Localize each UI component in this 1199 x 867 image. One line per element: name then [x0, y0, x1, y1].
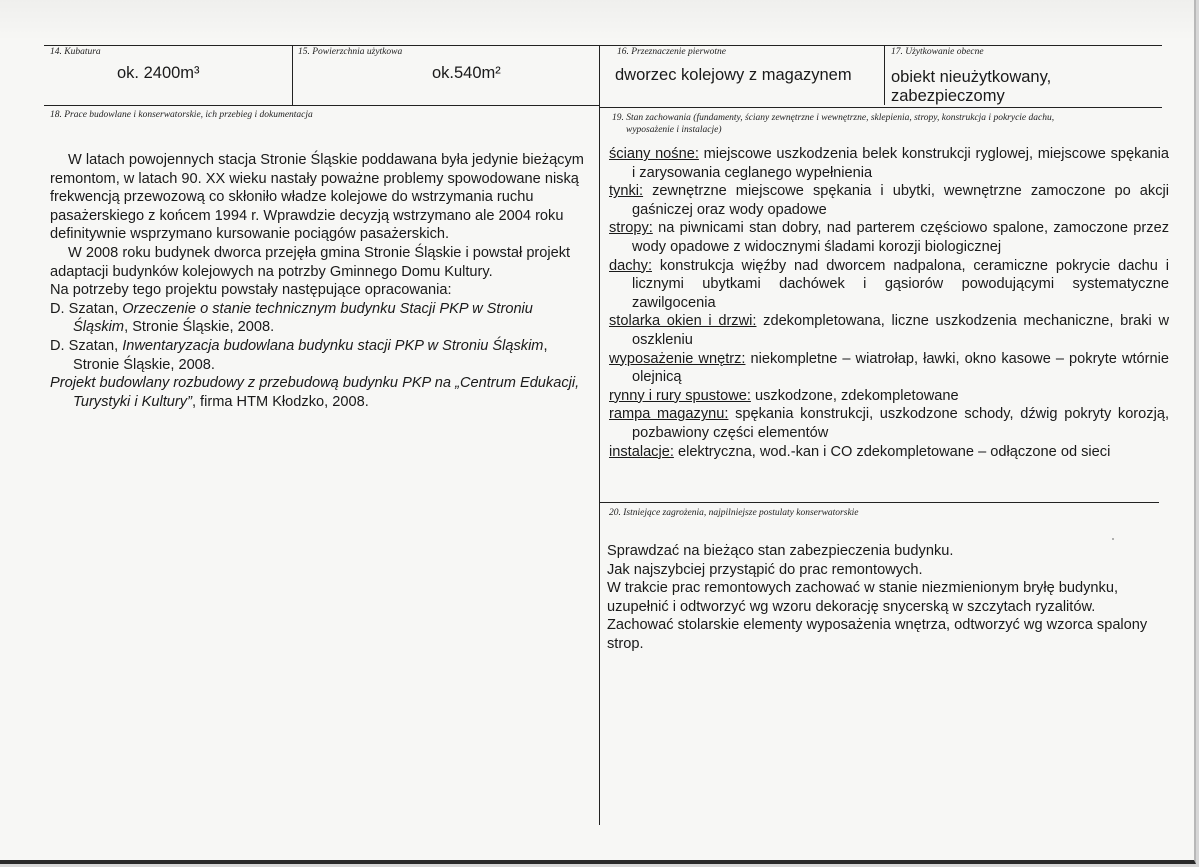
history-paragraph-1: W latach powojennych stacja Stronie Śląskie poddawana była jedynie bieżącym remontom, w latach 90. XX wieku nastały poważne problemy spowodowane niską frekwencją przewozową co skłoniło władze kolejowe do wstrzymania ruchu pasażerskiego z końcem 1994 r. Wprawdzie decyzją wstrzymano ale 2004 roku definitywnie wsprzymano kursowanie pociągów pasażerskich.	[50, 152, 584, 243]
condition-item-installations: instalacje: elektryczna, wod.-kan i CO zdekompletowane – odłączone od sieci	[609, 443, 1111, 460]
divider-main	[599, 45, 600, 825]
condition-item-ramp: rampa magazynu: spękania konstrukcji, uszkodzone schody, dźwig pokryty korozją, pozbawiony części elementów	[609, 406, 1169, 441]
postulate-line: Zachować stolarskie elementy wyposażenia wnętrza, odtworzyć wg wzorca spalony strop.	[607, 617, 1148, 652]
field-20-body	[607, 542, 1163, 654]
postulate-line: Sprawdzać na bieżąco stan zabezpieczenia budynku.	[607, 543, 954, 559]
reference-item: D. Szatan, Orzeczenie o stanie technicznym budynku Stacji PKP w Stroniu Śląskim, Stronie Śląskie, 2008.	[50, 300, 533, 336]
paper-speck	[1112, 538, 1114, 540]
divider-14-15	[292, 45, 293, 105]
sheet-top-edge	[0, 0, 1194, 40]
condition-item-walls: ściany nośne: miejscowe uszkodzenia belek konstrukcji ryglowej, miejscowe spękania i zarysowania ceglanego wypełnienia	[609, 146, 1169, 181]
history-paragraph-2: W 2008 roku budynek dworca przejęła gmina Stronie Śląskie i powstał projekt adaptacji budynków kolejowych na potrzby Gminnego Domu Kultury.	[50, 244, 571, 280]
field-18-label: 18. Prace budowlane i konserwatorskie, ich przebieg i dokumentacja	[50, 110, 313, 120]
condition-item-ceilings: stropy: na piwnicami stan dobry, nad parterem częściowo spalone, zamoczone przez wody opadowe z widocznymi śladami korozji biologicznej	[609, 220, 1169, 255]
condition-item-joinery: stolarka okien i drzwi: zdekompletowana, liczne uszkodzenia mechaniczne, braki w oszkleniu	[609, 313, 1169, 348]
postulate-line: Jak najszybciej przystąpić do prac remontowych.	[607, 561, 923, 578]
condition-item-interior: wyposażenie wnętrz: niekompletne – wiatrołap, ławki, okno kasowe – pokryte wtórnie olejnicą	[609, 350, 1169, 386]
row-rule-right	[599, 107, 1162, 108]
field-15-label: 15. Powierzchnia użytkowa	[298, 47, 403, 57]
condition-item-roofs: dachy: konstrukcja więźby nad dworcem nadpalona, ceramiczne pokrycie dachu i licznymi ubytkami dachówek i gąsiorów powodującymi systematyczne zawilgocenia	[609, 257, 1169, 311]
field-18-body	[50, 151, 585, 411]
row-rule-left	[44, 105, 599, 106]
field-17-value-line2: zabezpieczomy	[891, 87, 1005, 105]
field-20-label: 20. Istniejące zagrożenia, najpilniejsze postulaty konserwatorskie	[609, 508, 859, 518]
field-19-label-line2: wyposażenie i instalacje)	[626, 125, 722, 135]
field-17-label: 17. Użytkowanie obecne	[891, 47, 984, 57]
top-rule	[44, 45, 1162, 46]
reference-item: Projekt budowlany rozbudowy z przebudową budynku PKP na „Centrum Edukacji, Turystyki i Kultury”, firma HTM Kłodzko, 2008.	[50, 375, 580, 410]
field-14-label: 14. Kubatura	[50, 47, 101, 57]
field-15-value: ok.540m²	[432, 64, 501, 82]
field-17-value-line1: obiekt nieużytkowany,	[891, 68, 1052, 86]
section-20-rule	[599, 502, 1159, 503]
field-19-label-line1: 19. Stan zachowania (fundamenty, ściany zewnętrzne i wewnętrzne, sklepienia, stropy, konstrukcja i pokrycie dachu,	[612, 113, 1055, 123]
field-14-value: ok. 2400m³	[117, 64, 200, 82]
reference-item: D. Szatan, Inwentaryzacja budowlana budynku stacji PKP w Stroniu Śląskim, Stronie Śląskie, 2008.	[50, 337, 548, 373]
field-16-value: dworzec kolejowy z magazynem	[615, 66, 852, 84]
condition-item-plaster: tynki: zewnętrzne miejscowe spękania i ubytki, wewnętrzne zamoczone po akcji gaśniczej oraz wody opadowe	[609, 183, 1169, 218]
field-16-label: 16. Przeznaczenie pierwotne	[617, 47, 726, 57]
condition-item-gutters: rynny i rury spustowe: uszkodzone, zdekompletowane	[609, 387, 959, 404]
divider-16-17	[884, 45, 885, 105]
history-paragraph-3: Na potrzeby tego projektu powstały następujące opracowania:	[50, 282, 452, 299]
postulate-line: W trakcie prac remontowych zachować w stanie niezmienionym bryłę budynku, uzupełnić i odtworzyć wg wzoru dekorację snycerską w szczytach ryzalitów.	[607, 580, 1118, 615]
condition-list	[609, 145, 1169, 461]
